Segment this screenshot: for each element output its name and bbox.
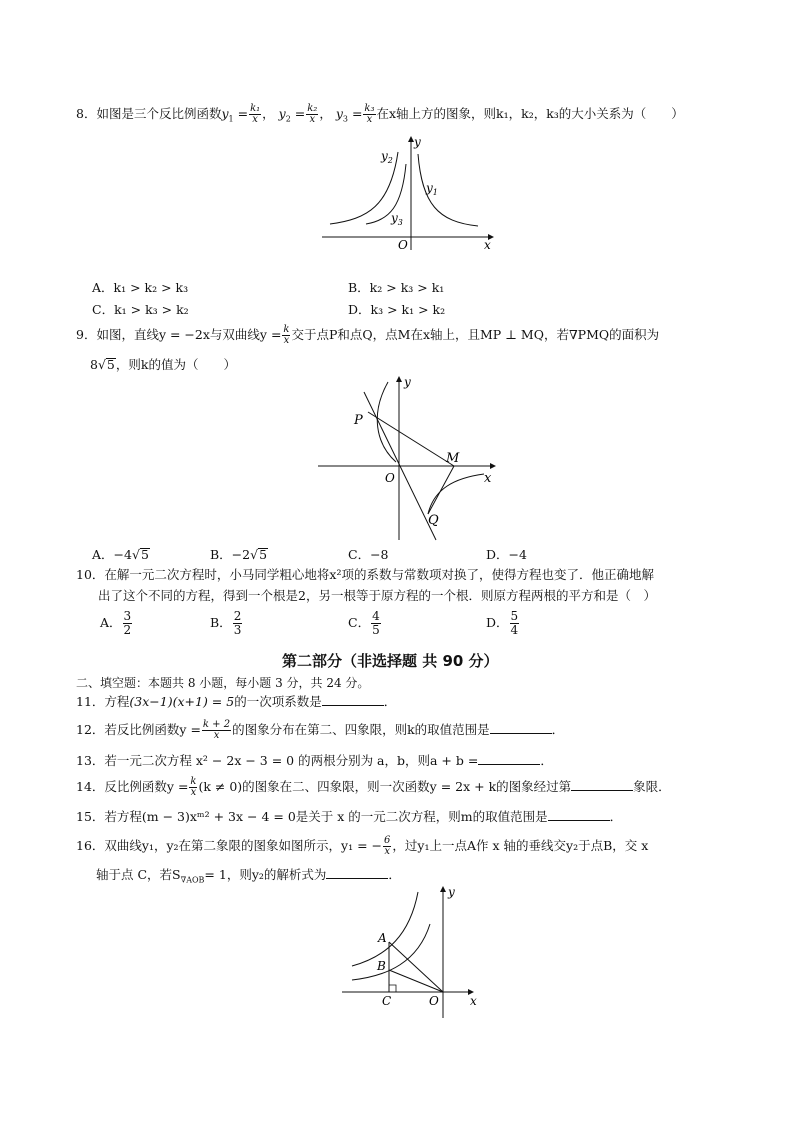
q9-label-m: M xyxy=(446,451,460,466)
q8-frac-3: $\frac{\text{k₃}}{x}$ xyxy=(364,103,375,125)
q9-hyperbola-branch-2 xyxy=(377,382,396,462)
q16-label-a: A xyxy=(378,931,387,945)
q13: 13．若一元二次方程 x² − 2x − 3 = 0 的两根分别为 a，b，则a + b = ． xyxy=(76,753,553,768)
q8-figure xyxy=(318,134,496,252)
q8-curve-y3 xyxy=(366,164,406,224)
q9-figure xyxy=(314,374,500,542)
q10-option-d[interactable]: D． $\frac{5}{4}$ xyxy=(486,609,519,637)
q10-stem-line1: 10．在解一元二次方程时，小马同学粗心地将x²项的系数与常数项对换了，使得方程也变了．他正确地解 xyxy=(76,567,654,582)
q8-label-y2: $y_2$ xyxy=(381,149,393,165)
q16-y-arrow xyxy=(440,886,446,892)
q9-label-o: O xyxy=(385,471,395,485)
section-2-intro: 二、填空题：本题共 8 小题，每小题 3 分，共 24 分。 xyxy=(76,676,370,690)
q8-label-y: y xyxy=(414,135,421,149)
q9-hyperbola-branch-4 xyxy=(428,474,484,514)
q9-label-q: Q xyxy=(428,513,439,528)
q16-label-c: C xyxy=(382,994,392,1008)
q14-answer-blank[interactable] xyxy=(571,778,633,791)
q9-stem-line2: 8√5，则k的值为（ ） xyxy=(90,357,236,372)
q12-frac: $\frac{k + 2}{x}$ xyxy=(202,719,231,741)
q11: 11．方程(3x−1)(x+1) = 5的一次项系数是 ． xyxy=(76,694,397,709)
q10-option-b[interactable]: B． $\frac{2}{3}$ xyxy=(210,609,242,637)
q14-frac: $\frac{k}{x}$ xyxy=(190,776,197,798)
q8-option-a[interactable]: A．k₁ > k₂ > k₃ xyxy=(92,280,189,295)
q10-option-c[interactable]: C． $\frac{4}{5}$ xyxy=(348,609,380,637)
section-2-title: 第二部分（非选择题 共 90 分） xyxy=(282,652,499,670)
q16-label-x: x xyxy=(470,994,477,1008)
q8-label-x: x xyxy=(484,238,491,252)
q9-segment-MQ xyxy=(428,466,454,514)
q16-line2: 轴于点 C，若$S_{\nabla AOB}= 1$，则y₂的解析式为 ． xyxy=(96,867,401,885)
q16-answer-blank[interactable] xyxy=(326,866,388,879)
q8-label-y1: $y_1$ xyxy=(426,181,438,197)
q16-curve-y1 xyxy=(352,892,418,966)
q16-label-o: O xyxy=(429,994,439,1008)
q12: 12．若反比例函数y = $\frac{k + 2}{x}$ 的图象分布在第二、四象限，则k的取值范围是 ． xyxy=(76,719,565,741)
q9-frac: $\frac{k}{x}$ xyxy=(283,324,290,346)
q15: 15．若方程(m − 3)xᵐ² + 3x − 4 = 0是关于 x 的一元二次方程，则m的取值范围是 ． xyxy=(76,809,623,824)
q10-option-a[interactable]: A． $\frac{3}{2}$ xyxy=(100,609,132,637)
q9-option-d[interactable]: D．−4 xyxy=(486,547,527,562)
q12-answer-blank[interactable] xyxy=(490,721,552,734)
q8-frac-2: $\frac{\text{k₂}}{x}$ xyxy=(307,103,318,125)
q8-stem: 8．如图是三个反比例函数$y_1$ = $\frac{\text{k₁}}{x}$ ， $y_2$ = $\frac{\text{k₂}}{x}$ ， $y_3$ = $\frac{\text{k₃}}{x}$ 在x轴上方的图象，则k₁，k₂，k₃的大小关系为（ ） xyxy=(76,103,684,125)
q16-curve-y2 xyxy=(352,924,430,980)
q16-figure xyxy=(338,884,486,1022)
q14: 14．反比例函数y = $\frac{k}{x}$ (k ≠ 0)的图象在二、四象限，则一次函数y = 2x + k的图象经过第 象限． xyxy=(76,776,671,798)
q9-x-arrow xyxy=(490,463,496,469)
q16-segment-BO xyxy=(389,970,443,992)
q9-label-y: y xyxy=(404,375,411,389)
q9-y-arrow xyxy=(396,376,402,382)
q8-label-y3: $y_3$ xyxy=(391,211,403,227)
q8-label-o: O xyxy=(398,238,408,252)
q8-frac-1: $\frac{\text{k₁}}{x}$ xyxy=(250,103,261,125)
q9-stem-line1: 9．如图，直线y = −2x与双曲线y = $\frac{k}{x}$ 交于点P和点Q，点M在x轴上，且MP ⊥ MQ，若∇PMQ的面积为 xyxy=(76,324,660,346)
q9-option-b[interactable]: B．−2√5 xyxy=(210,547,268,562)
q9-label-p: P xyxy=(354,413,363,428)
q15-answer-blank[interactable] xyxy=(548,808,610,821)
q8-option-c[interactable]: C．k₁ > k₃ > k₂ xyxy=(92,302,189,317)
q13-answer-blank[interactable] xyxy=(478,752,540,765)
q16-right-angle-mark xyxy=(389,985,396,992)
q9-option-c[interactable]: C．−8 xyxy=(348,547,389,562)
q16-line1: 16．双曲线y₁，y₂在第二象限的图象如图所示，y₁ = − $\frac{6}{x}$ ，过y₁上一点A作 x 轴的垂线交y₂于点B，交 x xyxy=(76,835,649,857)
q16-label-b: B xyxy=(377,959,386,973)
q11-answer-blank[interactable] xyxy=(322,693,384,706)
q9-label-x: x xyxy=(484,471,492,486)
q16-frac: $\frac{6}{x}$ xyxy=(384,835,391,857)
q9-option-a[interactable]: A．−4√5 xyxy=(92,547,149,562)
q8-option-d[interactable]: D．k₃ > k₁ > k₂ xyxy=(348,302,446,317)
q16-label-y: y xyxy=(448,885,455,899)
q10-stem-line2: 出了这个不同的方程，得到一个根是2，另一根等于原方程的一个根．则原方程两根的平方和是（ ） xyxy=(98,588,656,603)
q8-option-b[interactable]: B．k₂ > k₃ > k₁ xyxy=(348,280,445,295)
